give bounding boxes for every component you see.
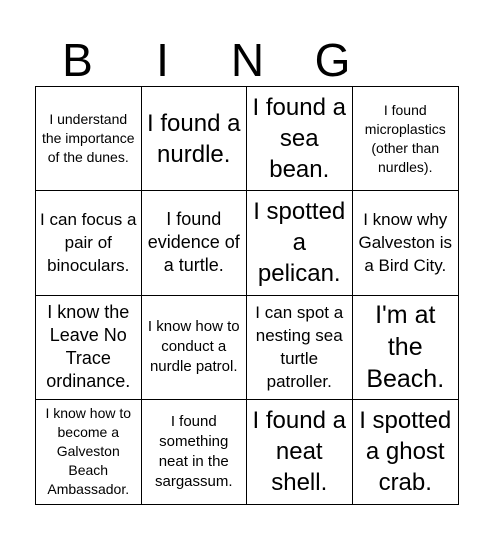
cell-text: I found a neat shell. xyxy=(252,407,346,497)
bingo-cell[interactable] xyxy=(247,400,353,504)
bingo-cell[interactable] xyxy=(36,87,142,191)
bingo-cell[interactable] xyxy=(142,191,248,295)
cell-text: I spotted a ghost crab. xyxy=(359,407,452,497)
bingo-cell[interactable] xyxy=(353,87,459,191)
cell-text: I found microplastics (other than nurdles). xyxy=(364,101,446,175)
cell-text: I found evidence of a turtle. xyxy=(147,209,240,276)
header-letter-i: I xyxy=(156,34,169,86)
bingo-cell[interactable] xyxy=(353,296,459,400)
bingo-cell[interactable] xyxy=(142,400,248,504)
cell-text: I know why Galveston is a Bird City. xyxy=(358,210,453,276)
bingo-cell[interactable] xyxy=(353,191,459,295)
bingo-cell[interactable] xyxy=(247,87,353,191)
cell-text: I know the Leave No Trace ordinance. xyxy=(46,302,131,392)
cell-text: I found something neat in the sargassum. xyxy=(154,412,233,490)
bingo-cell[interactable] xyxy=(36,191,142,295)
header-letter-g: G xyxy=(314,34,351,86)
bingo-cell[interactable] xyxy=(247,296,353,400)
bingo-cell[interactable] xyxy=(36,400,142,504)
bingo-board xyxy=(35,86,459,505)
bingo-cell[interactable] xyxy=(142,296,248,400)
cell-text: I understand the importance of the dunes. xyxy=(41,111,135,166)
cell-text: I know how to become a Galveston Beach Ambassador. xyxy=(45,405,132,498)
cell-text: I found a sea bean. xyxy=(252,94,346,184)
bingo-cell[interactable] xyxy=(142,87,248,191)
header-letter-b: B xyxy=(62,34,93,86)
cell-text: I can spot a nesting sea turtle patroller. xyxy=(255,303,344,392)
bingo-cell[interactable] xyxy=(247,191,353,295)
cell-text: I found a nurdle. xyxy=(147,109,241,168)
cell-text: I know how to conduct a nurdle patrol. xyxy=(147,318,240,376)
cell-text: I spotted a pelican. xyxy=(253,198,346,288)
bingo-header xyxy=(35,34,460,86)
cell-text: I can focus a pair of binoculars. xyxy=(40,210,137,276)
bingo-cell[interactable] xyxy=(353,400,459,504)
cell-text: I'm at the Beach. xyxy=(366,301,445,394)
bingo-cell[interactable] xyxy=(36,296,142,400)
header-letter-n: N xyxy=(230,34,265,86)
